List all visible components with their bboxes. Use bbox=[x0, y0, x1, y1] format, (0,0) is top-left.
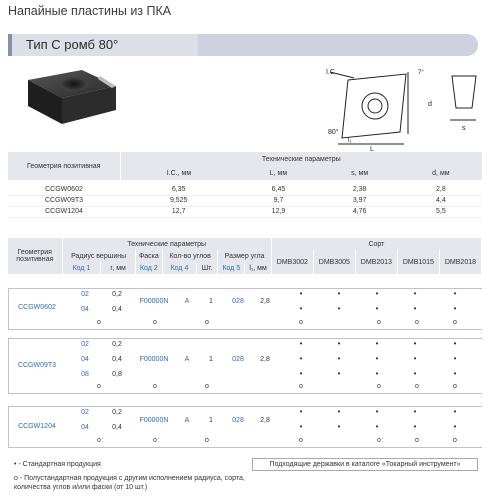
mark: • bbox=[299, 289, 303, 298]
semi-mark: o bbox=[205, 437, 209, 444]
tech-header: Технические параметры bbox=[261, 155, 341, 163]
code5-header: Код 5 bbox=[218, 262, 245, 274]
l1-value: 2,8 bbox=[260, 356, 270, 363]
semi-mark: o bbox=[299, 319, 303, 326]
mark: • bbox=[375, 304, 379, 313]
mark: • bbox=[453, 407, 457, 416]
code1-header: Код 1 bbox=[62, 262, 101, 274]
mark: • bbox=[413, 289, 417, 298]
semi-mark: o bbox=[153, 383, 157, 390]
table-row bbox=[8, 184, 482, 195]
semi-mark: o bbox=[299, 383, 303, 390]
semi-mark: o bbox=[205, 383, 209, 390]
semi-mark: o bbox=[415, 437, 419, 444]
mark: • bbox=[375, 354, 379, 363]
table-row bbox=[8, 195, 482, 206]
r-value: 0,4 bbox=[112, 356, 122, 363]
code1-value: 02 bbox=[81, 291, 89, 298]
mark: • bbox=[337, 422, 341, 431]
s-label: s bbox=[462, 125, 466, 132]
col-d: d, мм bbox=[432, 169, 450, 177]
mark: • bbox=[337, 304, 341, 313]
chamfer-header: Фаска bbox=[135, 250, 162, 262]
mark: • bbox=[375, 289, 379, 298]
mark: • bbox=[413, 354, 417, 363]
row-ic: 6,35 bbox=[120, 184, 237, 195]
mark: • bbox=[453, 354, 457, 363]
row-d: 2,8 bbox=[400, 184, 482, 195]
geo-header: Геометрия позитивная bbox=[8, 238, 62, 274]
semi-mark: o bbox=[153, 437, 157, 444]
row-ic: 9,525 bbox=[120, 195, 237, 206]
chamfer-value: F00000N bbox=[139, 356, 169, 363]
mark: • bbox=[299, 407, 303, 416]
semi-mark: o bbox=[205, 319, 209, 326]
row-s: 3,97 bbox=[320, 195, 400, 206]
code4-header: Код 4 bbox=[162, 262, 196, 274]
chamfer-value: F00000N bbox=[139, 298, 169, 305]
pcs-value: 1 bbox=[209, 298, 213, 305]
l1-header: l₁, мм bbox=[245, 262, 272, 274]
mark: • bbox=[299, 304, 303, 313]
banner-accent bbox=[198, 34, 478, 56]
row-geo: CCGW0602 bbox=[8, 184, 120, 195]
legend-semi: o - Полустандартная продукция с другим исполнением радиуса, сорта, количества углов и/или фаски (от 10 шт.) bbox=[14, 475, 245, 491]
mark: • bbox=[413, 369, 417, 378]
angle-label: 80° bbox=[328, 129, 339, 136]
row-l: 6,45 bbox=[237, 184, 319, 195]
mark: • bbox=[453, 289, 457, 298]
col-s: s, мм bbox=[351, 169, 369, 177]
mark: • bbox=[453, 422, 457, 431]
corners-value: A bbox=[184, 298, 190, 305]
mark: • bbox=[375, 422, 379, 431]
semi-mark: o bbox=[415, 319, 419, 326]
group-geo: CCGW09T3 bbox=[17, 362, 57, 369]
tech-header: Технические параметры bbox=[62, 238, 271, 250]
group-geo: CCGW1204 bbox=[18, 423, 56, 430]
code1-value: 04 bbox=[81, 424, 89, 431]
mark: • bbox=[299, 339, 303, 348]
row-l: 9,7 bbox=[237, 195, 319, 206]
r-value: 0,2 bbox=[112, 341, 122, 348]
r-value: 0,8 bbox=[112, 371, 122, 378]
code1-value: 02 bbox=[81, 341, 89, 348]
sort-header: Сорт bbox=[271, 238, 481, 250]
mark: • bbox=[375, 369, 379, 378]
row-s: 4,76 bbox=[320, 206, 400, 217]
l1-label: l₁ bbox=[348, 138, 352, 144]
semi-mark: o bbox=[97, 383, 101, 390]
l-label: L bbox=[370, 146, 374, 152]
page-title: Напайные пластины из ПКА bbox=[8, 4, 172, 18]
mark: • bbox=[413, 422, 417, 431]
section-title: Тип С ромб 80° bbox=[26, 37, 119, 52]
mark: • bbox=[413, 339, 417, 348]
semi-mark: o bbox=[377, 319, 381, 326]
mark: • bbox=[375, 407, 379, 416]
r-header: r, мм bbox=[101, 262, 135, 274]
code1-value: 04 bbox=[81, 356, 89, 363]
mark: • bbox=[453, 339, 457, 348]
geo-header: Геометрия позитивная bbox=[8, 152, 120, 180]
l1-value: 2,8 bbox=[260, 417, 270, 424]
mark: • bbox=[413, 304, 417, 313]
table-row bbox=[8, 206, 482, 217]
grades-table-header bbox=[8, 238, 482, 274]
col-l: L, мм bbox=[269, 169, 288, 177]
corners-value: A bbox=[184, 417, 190, 424]
semi-mark: o bbox=[415, 383, 419, 390]
mark: • bbox=[375, 339, 379, 348]
code2-header: Код 2 bbox=[135, 262, 162, 274]
semi-mark: o bbox=[453, 319, 457, 326]
dimensions-table bbox=[8, 152, 482, 218]
semi-mark: o bbox=[97, 319, 101, 326]
code1-value: 04 bbox=[81, 306, 89, 313]
section-banner bbox=[8, 34, 478, 56]
code1-value: 08 bbox=[81, 371, 89, 378]
ic-label: I.C. bbox=[326, 69, 337, 76]
pcs-value: 1 bbox=[209, 356, 213, 363]
grade-dmb3002: DMB3002 bbox=[271, 250, 313, 274]
semi-mark: o bbox=[97, 437, 101, 444]
grade-dmb3005: DMB3005 bbox=[313, 250, 355, 274]
insert-technical-drawing bbox=[300, 62, 480, 152]
grade-dmb2013: DMB2013 bbox=[355, 250, 397, 274]
l1-value: 2,8 bbox=[260, 298, 270, 305]
holders-catalog-link[interactable]: Подходящие державки в каталоге «Токарный инструмент» bbox=[252, 458, 478, 471]
semi-mark: o bbox=[377, 383, 381, 390]
mark: • bbox=[337, 369, 341, 378]
size-code-value: 028 bbox=[232, 417, 244, 424]
grade-dmb1015: DMB1015 bbox=[397, 250, 439, 274]
seven-label: 7° bbox=[418, 70, 424, 76]
row-geo: CCGW1204 bbox=[8, 206, 120, 217]
mark: • bbox=[413, 407, 417, 416]
mark: • bbox=[337, 407, 341, 416]
radius-header: Радиус вершины bbox=[62, 250, 135, 262]
pcs-header: Шт. bbox=[196, 262, 217, 274]
size-header: Размер угла bbox=[218, 250, 271, 262]
mark: • bbox=[337, 339, 341, 348]
pcs-value: 1 bbox=[209, 417, 213, 424]
semi-mark: o bbox=[153, 319, 157, 326]
r-value: 0,4 bbox=[112, 306, 122, 313]
row-d: 5,5 bbox=[400, 206, 482, 217]
chamfer-value: F00000N bbox=[139, 417, 169, 424]
semi-mark: o bbox=[299, 437, 303, 444]
group-geo: CCGW0602 bbox=[18, 304, 56, 311]
size-code-value: 028 bbox=[232, 298, 244, 305]
grade-dmb2018: DMB2018 bbox=[439, 250, 481, 274]
legend-standard: • - Стандартная продукция bbox=[14, 461, 101, 468]
mark: • bbox=[453, 369, 457, 378]
mark: • bbox=[337, 289, 341, 298]
row-l: 12,9 bbox=[237, 206, 319, 217]
semi-mark: o bbox=[453, 437, 457, 444]
row-ic: 12,7 bbox=[120, 206, 237, 217]
row-d: 4,4 bbox=[400, 195, 482, 206]
r-value: 0,2 bbox=[112, 291, 122, 298]
col-ic: I.C., мм bbox=[166, 169, 192, 177]
insert-photo-image bbox=[18, 66, 118, 130]
r-value: 0,4 bbox=[112, 424, 122, 431]
corners-header: Кол-во углов bbox=[162, 250, 217, 262]
d-label: d bbox=[428, 101, 432, 108]
size-code-value: 028 bbox=[232, 356, 244, 363]
corners-value: A bbox=[184, 356, 190, 363]
row-geo: CCGW09T3 bbox=[8, 195, 120, 206]
mark: • bbox=[453, 304, 457, 313]
mark: • bbox=[337, 354, 341, 363]
semi-mark: o bbox=[377, 437, 381, 444]
r-value: 0,2 bbox=[112, 409, 122, 416]
mark: • bbox=[299, 422, 303, 431]
row-s: 2,38 bbox=[320, 184, 400, 195]
code1-value: 02 bbox=[81, 409, 89, 416]
mark: • bbox=[299, 369, 303, 378]
mark: • bbox=[299, 354, 303, 363]
semi-mark: o bbox=[453, 383, 457, 390]
